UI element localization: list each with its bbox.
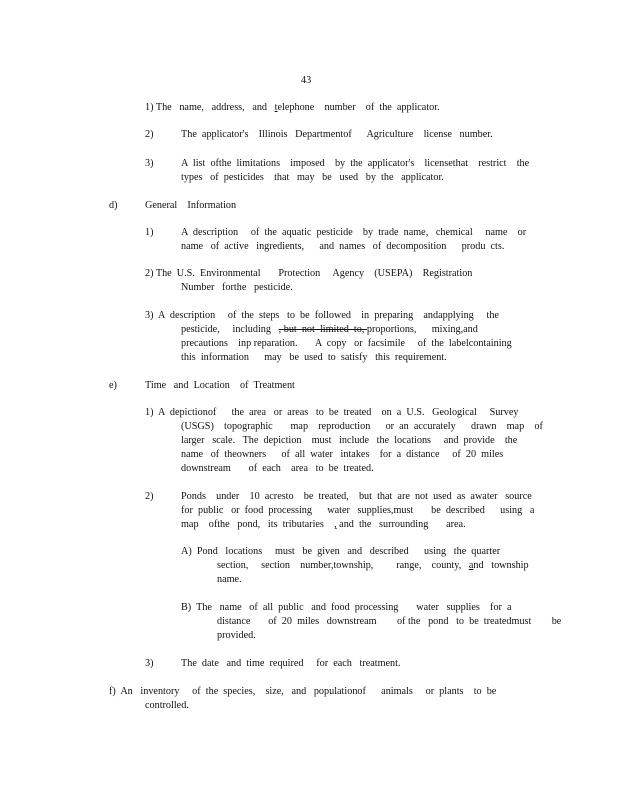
item-e2a-line1: A) Pond locations must be given and described using the quarter <box>181 546 501 557</box>
item-e2a-line2-a: section, section number,township, range, county, <box>217 560 469 571</box>
item-e2a-line3: name. <box>217 574 242 585</box>
item-e1-line5: downstream of each area to be treated. <box>181 463 374 474</box>
item-e1-line1: 1) A depictionof the area or areas to be treated on a U.S. Geological Survey <box>145 407 519 418</box>
item-e1-line3: larger scale. The depiction must include the locations and provide the <box>181 435 518 446</box>
item-e2-line1: Ponds under 10 acresto be treated, but that are not used as awater source <box>181 491 532 502</box>
item-e2-line2: for public or food processing water supplies,must be described using a <box>181 505 535 516</box>
item-d3-line4: this information may be used to satisfy this requirement. <box>181 352 447 363</box>
item-d1-marker: 1) <box>145 227 154 238</box>
section-f-line2: controlled. <box>145 700 189 711</box>
item-d2-line2: Number forthe pesticide. <box>181 282 293 293</box>
item-e2-line3 <box>181 518 466 532</box>
item-e2b-line2: distance of 20 miles downstream of the pond to be treatedmust be <box>217 616 562 627</box>
item-e3-marker: 3) <box>145 658 154 669</box>
item-c1-text-b: elephone number of the applicator. <box>277 102 440 113</box>
item-e2-underlined-comma: , <box>334 519 337 530</box>
item-e2b-line3: provided. <box>217 630 256 641</box>
item-e2a-underlined-char: a <box>468 560 474 571</box>
item-e2a-line2 <box>217 559 529 573</box>
section-d-marker: d) <box>109 200 118 211</box>
item-d3-line2 <box>181 323 478 337</box>
item-d3-line2-a: pesticide, including <box>181 324 279 335</box>
item-e2-line3-a: map ofthe pond, its tributaries <box>181 519 335 530</box>
item-d3-strikethrough: , but not limited to, <box>278 324 367 335</box>
item-d2-line1: 2) The U.S. Environmental Protection Agency (USEPA) Registration <box>145 268 473 279</box>
item-d3-line3: precautions inp reparation. A copy or facsimile of the labelcontaining <box>181 338 512 349</box>
item-e1-line4: name of theowners of all water intakes for a distance of 20 miles <box>181 449 504 460</box>
item-e2a-line2-b: nd township <box>473 560 529 571</box>
item-e2b-line1: B) The name of all public and food processing water supplies for a <box>181 602 512 613</box>
item-c1-text-a: 1) The name, address, and <box>145 102 275 113</box>
section-e-marker: e) <box>109 380 117 391</box>
item-c2-marker: 2) <box>145 129 154 140</box>
item-d1-line1: A description of the aquatic pesticide by trade name, chemical name or <box>181 227 527 238</box>
section-f-line1: f) An inventory of the species, size, and populationof animals or plants to be <box>109 686 497 697</box>
item-c3-line2: types of pesticides that may be used by the applicator. <box>181 172 444 183</box>
item-c3-line1: A list ofthe limitations imposed by the applicator's licensethat restrict the <box>181 158 530 169</box>
section-e-heading: Time and Location of Treatment <box>145 380 295 391</box>
item-c1-line1 <box>145 101 440 115</box>
item-c3-marker: 3) <box>145 158 154 169</box>
item-d3-line2-b: proportions, mixing,and <box>366 324 478 335</box>
section-d-heading: General Information <box>145 200 237 211</box>
item-e2-marker: 2) <box>145 491 154 502</box>
item-e1-line2: (USGS) topographic map reproduction or an accurately drawn map of <box>181 421 543 432</box>
item-d3-line1: 3) A description of the steps to be followed in preparing andapplying the <box>145 310 499 321</box>
item-d1-line2: name of active ingredients, and names of decomposition produ cts. <box>181 241 505 252</box>
page-number: 43 <box>301 75 312 86</box>
item-c1-underlined-char: t <box>274 102 278 113</box>
item-e3-line1: The date and time required for each treatment. <box>181 658 401 669</box>
item-e2-line3-b: and the surrounding area. <box>336 519 466 530</box>
item-c2-line1: The applicator's Illinois Departmentof Agriculture license number. <box>181 129 493 140</box>
